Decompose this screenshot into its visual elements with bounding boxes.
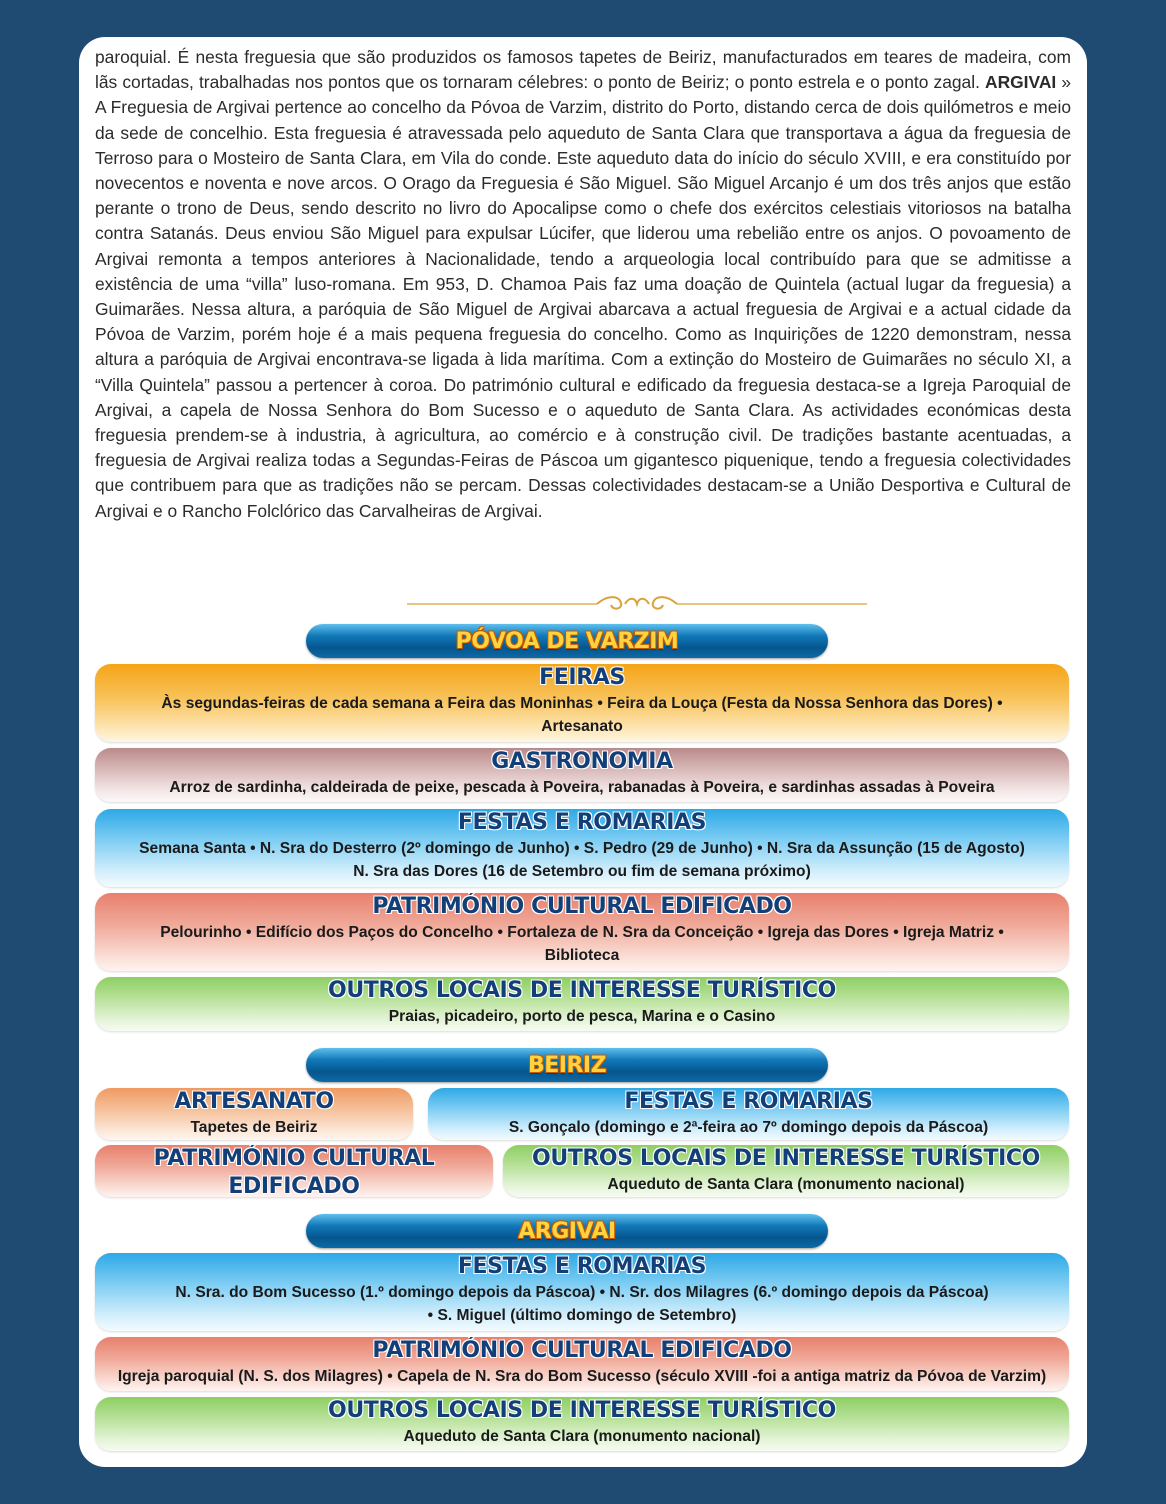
beiriz-festas-title: FESTAS E ROMARIAS (624, 1089, 873, 1114)
argivai-patrimonio-title: PATRIMÓNIO CULTURAL EDIFICADO (372, 1338, 792, 1363)
povoa-festas-box (95, 809, 1069, 887)
argivai-outros-box (95, 1397, 1069, 1451)
argivai-festas-line1: N. Sra. do Bom Sucesso (1.º domingo depois da Páscoa) • N. Sr. dos Milagres (6.º domingo depois da Páscoa) (175, 1284, 989, 1301)
argivai-outros-line1: Aqueduto de Santa Clara (monumento nacional) (403, 1428, 761, 1445)
povoa-gastronomia-box (95, 748, 1069, 802)
intro-paragraph (95, 45, 1071, 524)
povoa-outros-box (95, 977, 1069, 1031)
beiriz-outros-box (503, 1145, 1069, 1197)
argivai-outros-title: OUTROS LOCAIS DE INTERESSE TURÍSTICO (328, 1398, 836, 1423)
beiriz-artesanato-box (95, 1088, 413, 1140)
povoa-feiras-box (95, 664, 1069, 742)
povoa-festas-line2: N. Sra das Dores (16 de Setembro ou fim de semana próximo) (353, 863, 811, 880)
beiriz-artesanato-line1: Tapetes de Beiriz (190, 1119, 318, 1136)
section-title-beiriz: BEIRIZ (527, 1052, 607, 1078)
beiriz-outros-line1: Aqueduto de Santa Clara (monumento nacional) (607, 1176, 965, 1193)
povoa-patrimonio-line1: Pelourinho • Edifício dos Paços do Concelho • Fortaleza de N. Sra da Conceição • Igreja das Dores • Igreja Matriz • Biblioteca (160, 924, 1004, 964)
povoa-feiras-line2 (95, 738, 1069, 742)
beiriz-patrimonio-title: PATRIMÓNIO CULTURAL EDIFICADO (153, 1146, 435, 1197)
page-card (79, 37, 1087, 1467)
povoa-gastronomia-line1: Arroz de sardinha, caldeirada de peixe, pescada à Poveira, rabanadas à Poveira, e sardinhas assadas à Poveira (169, 779, 995, 796)
argivai-festas-box (95, 1253, 1069, 1331)
povoa-outros-title: OUTROS LOCAIS DE INTERESSE TURÍSTICO (328, 978, 836, 1003)
argivai-patrimonio-line1: Igreja paroquial (N. S. dos Milagres) • Capela de N. Sra do Bom Sucesso (século XVIII -foi a antiga matriz da Póvoa de Varzim) (117, 1368, 1047, 1385)
section-title-povoa: PÓVOA DE VARZIM (455, 628, 679, 654)
section-title-argivai: ARGIVAI (518, 1218, 616, 1244)
intro-text-2: » A Freguesia de Argivai pertence ao concelho da Póvoa de Varzim, distrito do Porto, distando cerca de dois quilómetros e meio da sede de concelhio. Esta freguesia é atravessada pelo aqueduto de Santa Clara que transportava a água da freguesia de Terroso para o Mosteiro de Santa Clara, em Vila do conde. Este aqueduto data do início do século XVIII, e era constituído por novecentos e noventa e nove arcos. O Orago da Freguesia é São Miguel. São Miguel Arcanjo é um dos três anjos que estão perante o trono de Deus, sendo descrito no livro do Apocalipse como o chefe dos exércitos celestiais vitoriosos na batalha contra Satanás. Deus enviou São Miguel para expulsar Lúcifer, que liderou uma rebelião entre os anjos. O povoamento de Argivai remonta a tempos anteriores à Nacionalidade, tendo a arqueologia local contribuído para que se admitisse a existência de uma “villa” luso-romana. Em 953, D. Chamoa Pais faz uma doação de Quintela (actual lugar da freguesia) a Guimarães. Nessa altura, a paróquia de São Miguel de Argivai abarcava a actual freguesia de Argivai e a actual cidade da Póvoa de Varzim, porém hoje é a mais pequena freguesia do concelho. Como as Inquirições de 1220 demonstram, nessa altura a paróquia de Argivai encontrava-se ligada à lida marítima. Com a extinção do Mosteiro de Guimarães no século XI, a “Villa Quintela” passou a pertencer à coroa. Do património cultural e edificado da freguesia destaca-se a Igreja Paroquial de Argivai, a capela de Nossa Senhora do Bom Sucesso e o aqueduto de Santa Clara. As actividades económicas desta freguesia prendem-se à industria, à agricultura, ao comércio e à construção civil. De tradições bastante acentuadas, a freguesia de Argivai realiza todas a Segundas-Feiras de Páscoa um gigantesco piquenique, tendo a freguesia colectividades que contribuem para que as tradições não se percam. Dessas colectividades destacam-se a União Desportiva e Cultural de Argivai e o Rancho Folclórico das Carvalheiras de Argivai. (95, 72, 1071, 521)
povoa-outros-line1: Praias, picadeiro, porto de pesca, Marina e o Casino (388, 1008, 776, 1025)
beiriz-outros-title: OUTROS LOCAIS DE INTERESSE TURÍSTICO (532, 1146, 1040, 1171)
section-pill-povoa (306, 624, 828, 658)
povoa-patrimonio-box (95, 893, 1069, 971)
povoa-festas-line1: Semana Santa • N. Sra do Desterro (2º domingo de Junho) • S. Pedro (29 de Junho) • N. Sra da Assunção (15 de Agosto) (139, 840, 1025, 857)
argivai-highlight: ARGIVAI (985, 72, 1057, 93)
section-pill-argivai (306, 1214, 828, 1248)
beiriz-festas-box (428, 1088, 1069, 1140)
povoa-feiras-line1: Às segundas-feiras de cada semana a Feira das Moninhas • Feira da Louça (Festa da Nossa Senhora das Dores) • Artesanato (161, 695, 1003, 735)
intro-text-1: paroquial. É nesta freguesia que são produzidos os famosos tapetes de Beiriz, manufacturados em teares de madeira, com lãs cortadas, trabalhadas nos pontos que os tornaram célebres: o ponto de Beiriz; o ponto estrela e o ponto zagal. (95, 47, 1071, 93)
povoa-patrimonio-title: PATRIMÓNIO CULTURAL EDIFICADO (372, 894, 792, 919)
beiriz-artesanato-title: ARTESANATO (174, 1089, 334, 1114)
povoa-patrimonio-line2 (95, 967, 1069, 971)
beiriz-patrimonio-box (95, 1145, 493, 1197)
beiriz-festas-line1: S. Gonçalo (domingo e 2ª-feira ao 7º domingo depois da Páscoa) (508, 1119, 989, 1136)
argivai-patrimonio-box (95, 1337, 1069, 1391)
povoa-gastronomia-title: GASTRONOMIA (491, 749, 673, 774)
povoa-feiras-title: FEIRAS (539, 665, 625, 690)
section-pill-beiriz (306, 1048, 828, 1082)
povoa-festas-title: FESTAS E ROMARIAS (457, 810, 707, 835)
argivai-festas-title: FESTAS E ROMARIAS (457, 1254, 707, 1279)
ornament-divider-icon (407, 593, 867, 615)
argivai-festas-line2: • S. Miguel (último domingo de Setembro) (427, 1307, 737, 1324)
